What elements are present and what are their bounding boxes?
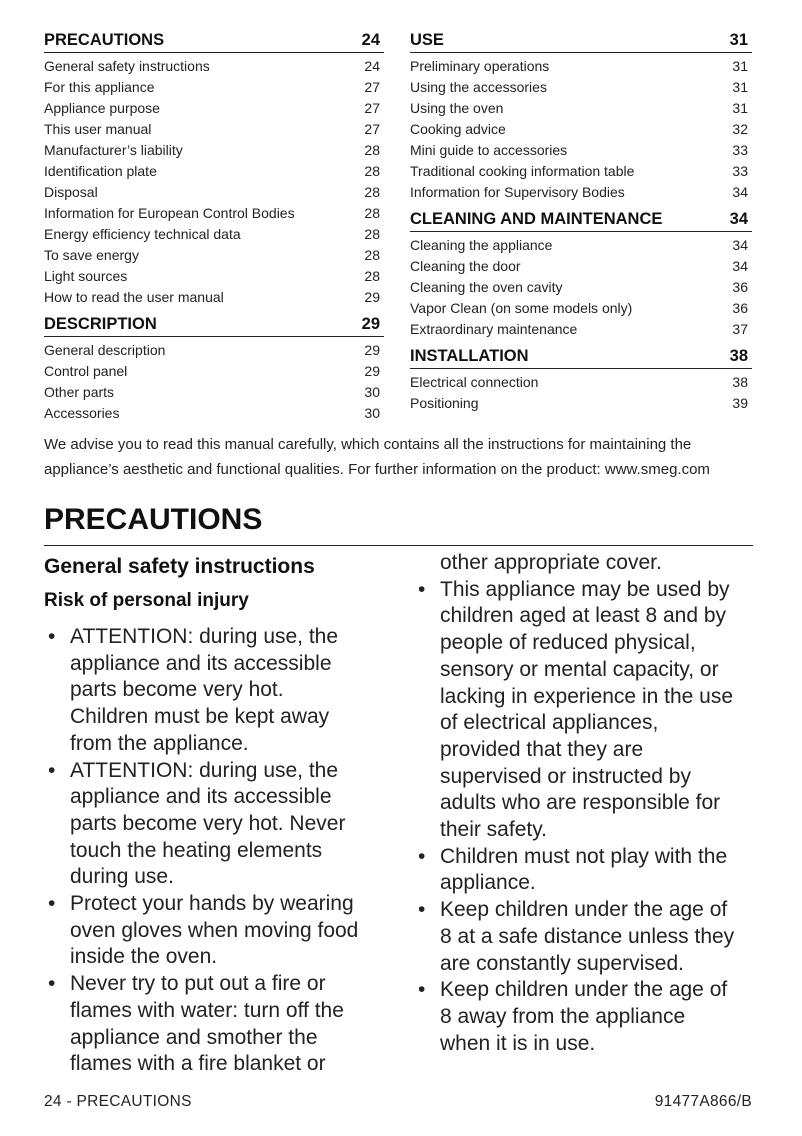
toc-entry-page: 34: [732, 184, 748, 200]
right-text-column: [414, 550, 759, 1057]
toc-entry: [44, 161, 384, 182]
toc-entry-label: Disposal: [44, 184, 98, 200]
bullet-line: are constantly supervised.: [440, 951, 684, 975]
toc-entry-page: 31: [732, 58, 748, 74]
toc-entry-label: General description: [44, 342, 166, 358]
bullet-list-left: [44, 624, 389, 1078]
bullet-line: ATTENTION: during use, the: [70, 625, 339, 648]
toc-entry-label: Energy efficiency technical data: [44, 226, 241, 242]
toc-entry-page: 29: [364, 363, 380, 379]
bullet-line: appliance and smother the: [70, 1025, 318, 1049]
bullet-item: [44, 971, 389, 1078]
bullet-line: adults who are responsible for: [440, 791, 721, 815]
bullet-dot: •: [418, 577, 426, 601]
toc-section-heading: [44, 26, 384, 53]
toc-entry-label: Information for Supervisory Bodies: [410, 184, 625, 200]
bullet-item: [414, 844, 759, 897]
bullet-line: children aged at least 8 and by: [440, 604, 727, 628]
bullet-line: Children must be kept away: [70, 705, 330, 729]
intro-paragraph: [44, 432, 764, 482]
toc-entry-page: 28: [364, 184, 380, 200]
bullet-line: 8 away from the appliance: [440, 1004, 686, 1028]
toc-section-heading: [410, 342, 752, 369]
toc-entry: [44, 56, 384, 77]
toc-entry-label: Mini guide to accessories: [410, 142, 568, 158]
bullet-dot: •: [418, 978, 426, 1002]
toc-entry-page: 28: [364, 205, 380, 221]
toc-entry: [410, 77, 752, 98]
toc-section-title: PRECAUTIONS: [44, 31, 165, 49]
toc-entry-page: 33: [732, 142, 748, 158]
footer-page-label: 24 - PRECAUTIONS: [44, 1093, 192, 1110]
toc-entry-page: 36: [732, 300, 748, 316]
toc-entry: [44, 203, 384, 224]
toc-entry-page: 24: [364, 58, 380, 74]
bullet-dot: •: [418, 844, 426, 868]
title-divider: [44, 545, 753, 546]
toc-section-page: 29: [361, 315, 380, 333]
section-heading: General safety instructions: [44, 555, 315, 578]
bullet-item: [44, 624, 389, 758]
bullet-line: 8 at a safe distance unless they: [440, 924, 735, 948]
toc-entry-label: Other parts: [44, 384, 115, 400]
bullet-item: [44, 891, 389, 971]
bullet-line: appliance and its accessible: [70, 651, 332, 675]
bullet-dot: •: [48, 758, 56, 782]
toc-entry-page: 29: [364, 289, 380, 305]
bullet-item: [414, 577, 759, 844]
toc-entry: [44, 245, 384, 266]
toc-entry-page: 28: [364, 142, 380, 158]
toc-entry-label: This user manual: [44, 121, 152, 137]
intro-line-2: appliance’s aesthetic and functional qualities. For further information on the product: www.smeg.com: [44, 461, 710, 478]
toc-entry-label: Cleaning the appliance: [410, 237, 553, 253]
bullet-line: This appliance may be used by: [440, 577, 730, 601]
bullet-dot: •: [48, 892, 56, 916]
bullet-line: flames with water: turn off the: [70, 998, 344, 1022]
toc-entry-label: Cooking advice: [410, 121, 506, 137]
toc-entry: [44, 119, 384, 140]
toc-entry: [410, 277, 752, 298]
toc-entry: [410, 298, 752, 319]
toc-entry-page: 30: [364, 405, 380, 421]
toc-entry: [44, 98, 384, 119]
toc-section-heading: [410, 26, 752, 53]
bullet-line: provided that they are: [440, 737, 644, 761]
bullet-line: Children must not play with the: [440, 844, 728, 868]
toc-entry-label: Traditional cooking information table: [410, 163, 635, 179]
intro-line-1: We advise you to read this manual carefully, which contains all the instructions for maintaining the: [44, 436, 692, 453]
toc-entry-label: For this appliance: [44, 79, 155, 95]
toc-entry-page: 39: [732, 395, 748, 411]
toc-entry: [44, 287, 384, 308]
toc-entry-label: Electrical connection: [410, 374, 539, 390]
toc-entry-page: 32: [732, 121, 748, 137]
toc-entry-page: 31: [732, 79, 748, 95]
bullet-line: supervised or instructed by: [440, 764, 691, 788]
toc-entry-page: 28: [364, 163, 380, 179]
bullet-line: from the appliance.: [70, 731, 249, 755]
toc-entry: [44, 266, 384, 287]
bullet-line: parts become very hot. Never: [70, 811, 346, 835]
toc-section-page: 34: [729, 210, 748, 228]
subsection-heading: Risk of personal injury: [44, 590, 249, 611]
toc-entry: [44, 77, 384, 98]
toc-section-title: USE: [410, 31, 444, 49]
page-title: PRECAUTIONS: [44, 503, 263, 536]
toc-entry: [410, 56, 752, 77]
toc-entry-label: Manufacturer’s liability: [44, 142, 183, 158]
bullet-line: inside the oven.: [70, 945, 218, 969]
bullet-line: their safety.: [440, 818, 547, 842]
left-text-column: [44, 550, 389, 1078]
toc-entry: [410, 119, 752, 140]
toc-entry: [44, 361, 384, 382]
toc-entry-label: Accessories: [44, 405, 120, 421]
toc-entry-page: 27: [364, 121, 380, 137]
toc-entry-label: Cleaning the oven cavity: [410, 279, 563, 295]
toc-entry-label: Control panel: [44, 363, 128, 379]
bullet-list-right: [414, 577, 759, 1058]
toc-right-column: [410, 26, 752, 414]
bullet-line: people of reduced physical,: [440, 631, 696, 655]
bullet-line: appliance.: [440, 871, 536, 895]
toc-entry-page: 34: [732, 258, 748, 274]
toc-entry-label: Extraordinary maintenance: [410, 321, 578, 337]
toc-entry: [410, 319, 752, 340]
toc-entry-page: 31: [732, 100, 748, 116]
bullet-line: ATTENTION: during use, the: [70, 758, 339, 782]
toc-entry-label: Positioning: [410, 395, 479, 411]
bullet-line: of electrical appliances,: [440, 711, 659, 735]
toc-entry-page: 38: [732, 374, 748, 390]
toc-entry: [410, 182, 752, 203]
toc-entry: [410, 140, 752, 161]
bullet-line: during use.: [70, 865, 174, 889]
bullet-line: Never try to put out a fire or: [70, 972, 326, 996]
bullet-line: sensory or mental capacity, or: [440, 657, 719, 681]
toc-entry-label: Appliance purpose: [44, 100, 160, 116]
toc-entry-label: Identification plate: [44, 163, 157, 179]
toc-entry: [44, 382, 384, 403]
toc-section-page: 24: [361, 31, 380, 49]
toc-entry: [410, 256, 752, 277]
toc-entry-page: 30: [364, 384, 380, 400]
toc-entry: [44, 140, 384, 161]
toc-entry: [44, 340, 384, 361]
bullet-line: flames with a fire blanket or: [70, 1052, 326, 1076]
toc-entry-page: 28: [364, 247, 380, 263]
toc-entry-label: Preliminary operations: [410, 58, 550, 74]
toc-entry-label: Information for European Control Bodies: [44, 205, 295, 221]
toc-entry: [410, 98, 752, 119]
toc-entry-page: 27: [364, 100, 380, 116]
toc-section-page: 31: [729, 31, 748, 49]
toc-entry: [44, 182, 384, 203]
toc-entry-label: Using the oven: [410, 100, 504, 116]
bullet-item: [414, 977, 759, 1057]
toc-section-page: 38: [729, 347, 748, 365]
toc-entry: [410, 393, 752, 414]
toc-entry: [410, 235, 752, 256]
toc-entry-label: General safety instructions: [44, 58, 210, 74]
toc-section-title: CLEANING AND MAINTENANCE: [410, 210, 663, 228]
bullet-dot: •: [48, 972, 56, 996]
toc-section-heading: [44, 310, 384, 337]
toc-entry: [44, 403, 384, 424]
toc-section-title: INSTALLATION: [410, 347, 529, 365]
toc-entry: [410, 161, 752, 182]
toc-entry-label: Using the accessories: [410, 79, 547, 95]
toc-entry-label: Cleaning the door: [410, 258, 521, 274]
continued-text: other appropriate cover.: [440, 551, 662, 574]
toc-entry: [44, 224, 384, 245]
toc-entry-label: Vapor Clean (on some models only): [410, 300, 633, 316]
toc-entry-label: Light sources: [44, 268, 128, 284]
bullet-line: lacking in experience in the use: [440, 684, 734, 708]
toc-entry-page: 34: [732, 237, 748, 253]
toc-entry-page: 27: [364, 79, 380, 95]
footer-doc-code: 91477A866/B: [654, 1093, 752, 1110]
toc-entry-label: How to read the user manual: [44, 289, 224, 305]
bullet-item: [414, 897, 759, 977]
toc-left-column: [44, 26, 384, 424]
toc-entry-page: 28: [364, 268, 380, 284]
bullet-item: [44, 758, 389, 892]
bullet-line: Protect your hands by wearing: [70, 892, 354, 916]
toc-entry-page: 29: [364, 342, 380, 358]
bullet-line: touch the heating elements: [70, 838, 323, 862]
toc-section-title: DESCRIPTION: [44, 315, 157, 333]
bullet-dot: •: [48, 625, 56, 648]
bullet-line: oven gloves when moving food: [70, 918, 359, 942]
bullet-line: appliance and its accessible: [70, 785, 332, 809]
bullet-line: when it is in use.: [440, 1031, 596, 1055]
toc-entry: [410, 372, 752, 393]
toc-entry-page: 28: [364, 226, 380, 242]
toc-section-heading: [410, 205, 752, 232]
toc-entry-page: 37: [732, 321, 748, 337]
bullet-line: parts become very hot.: [70, 678, 284, 702]
bullet-line: Keep children under the age of: [440, 978, 728, 1002]
toc-entry-page: 33: [732, 163, 748, 179]
toc-entry-label: To save energy: [44, 247, 139, 263]
toc-entry-page: 36: [732, 279, 748, 295]
bullet-dot: •: [418, 898, 426, 922]
bullet-line: Keep children under the age of: [440, 898, 728, 922]
